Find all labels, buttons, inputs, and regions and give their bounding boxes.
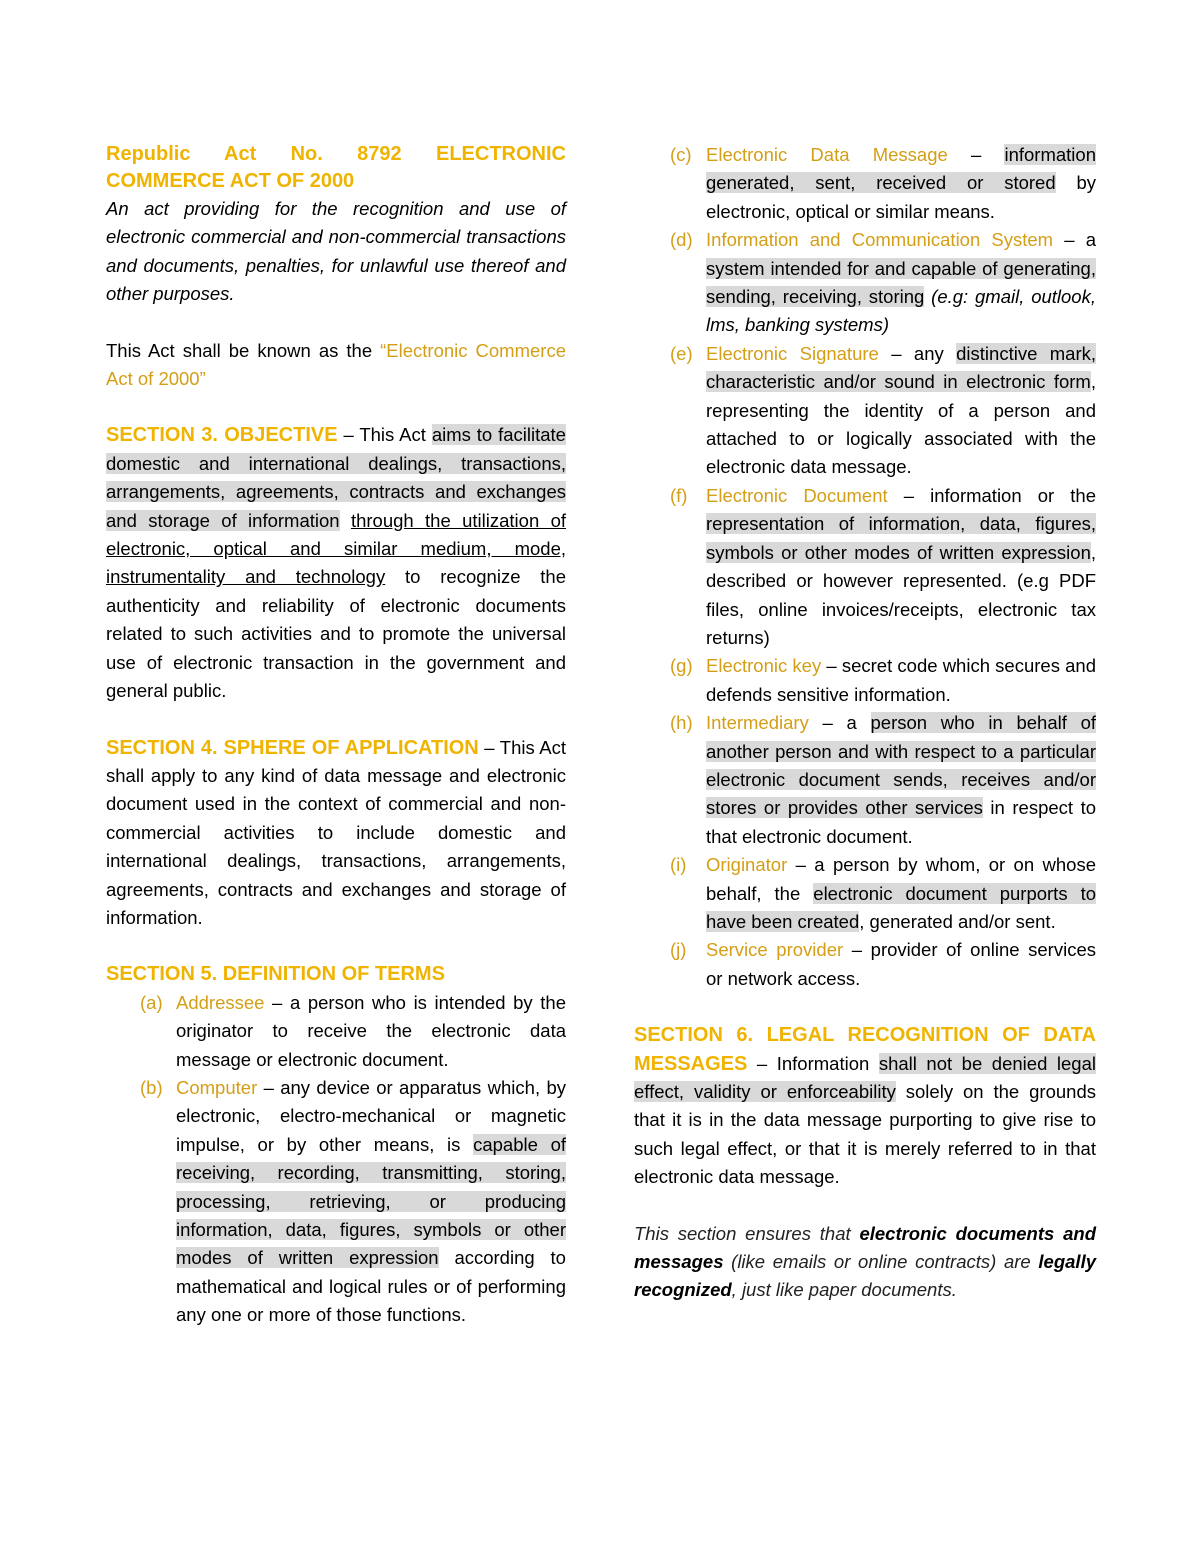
act-short-title <box>106 337 566 394</box>
definition-d-label: (d) <box>670 229 693 251</box>
section-6-dash: – Information <box>747 1052 879 1074</box>
definition-e-label: (e) <box>670 342 693 364</box>
definition-c-dash: – <box>947 144 1005 165</box>
note-bold-2: legally recognized <box>634 1251 1096 1301</box>
definition-d <box>634 226 1096 340</box>
definition-g-label: (g) <box>670 655 693 677</box>
definition-j-label: (j) <box>670 939 687 961</box>
section-4-title: SECTION 4. SPHERE OF APPLICATION <box>106 736 479 759</box>
known-prefix: This Act shall be known as the <box>106 339 381 361</box>
definition-h-highlight: person who in behalf of another person and with respect to a particular electronic document sends, receives and/or stores or provides other services <box>706 712 1097 819</box>
definition-b-term: Computer <box>176 1076 258 1098</box>
definition-f-dash: – information or the <box>887 484 1096 506</box>
definition-f-text: , described or however represented. (e.g PDF files, online invoices/receipts, electronic tax returns) <box>706 541 1096 648</box>
section-6-text: solely on the grounds that it is in the data message purporting to give rise to such legal effect, or that it is merely referred to in that electronic data message. <box>634 1081 1096 1188</box>
section-3-underline: through the utilization of electronic, optical and similar medium, mode, instrumentality and technology <box>106 509 567 588</box>
definition-c-highlight: information generated, sent, received or stored <box>706 144 1096 194</box>
definition-j-term: Service provider <box>706 939 844 961</box>
definition-i-label: (i) <box>670 854 687 876</box>
definition-a <box>106 989 566 1074</box>
definition-h-text: in respect to that electronic document. <box>706 797 1096 847</box>
definition-e-text: , representing the identity of a person and attached to or logically associated with the electronic data message. <box>706 371 1096 478</box>
definition-e-dash: – any <box>878 342 957 364</box>
note-text-1: This section ensures that <box>634 1222 860 1244</box>
definition-d-term: Information and Communication System <box>706 229 1054 251</box>
section-5-title <box>106 960 566 988</box>
note-bold-1: electronic documents and messages <box>634 1222 1096 1273</box>
definition-f-highlight: representation of information, data, figures, symbols or other modes of written expression <box>706 513 1096 563</box>
section-6 <box>634 1021 1096 1191</box>
note-text-2: (like emails or online contracts) are <box>723 1251 1039 1273</box>
definition-f-label: (f) <box>670 484 688 506</box>
definition-i <box>634 851 1096 936</box>
definition-c-label: (c) <box>670 144 692 165</box>
section-3-highlight: aims to facilitate domestic and international dealings, transactions, arrangements, agreements, contracts and exchanges and storage of information <box>106 424 566 531</box>
definition-d-examples: (e.g: gmail, outlook, lms, banking systems) <box>706 286 1096 336</box>
definition-a-text: – a person who is intended by the originator to receive the electronic data message or electronic document. <box>176 991 566 1070</box>
left-column <box>106 141 566 1330</box>
definition-c-text: by electronic, optical or similar means. <box>706 172 1096 222</box>
definition-a-term: Addressee <box>176 991 265 1013</box>
section-3-rest: to recognize the authenticity and reliability of electronic documents related to such activities and to promote the universal use of electronic transaction in the government and general public. <box>106 566 567 702</box>
act-description: An act providing for the recognition and use of electronic commercial and non-commercial transactions and documents, penalties, for unlawful use thereof and other purposes. <box>106 198 566 305</box>
definition-f <box>634 482 1096 652</box>
note-text-3: , just like paper documents. <box>731 1279 957 1301</box>
document-title: Republic Act No. 8792 ELECTRONIC COMMERCE ACT OF 2000 <box>106 143 566 192</box>
section-5-title-text: SECTION 5. DEFINITION OF TERMS <box>106 963 445 986</box>
definition-i-highlight: electronic document purports to have been created <box>706 882 1097 932</box>
definition-e-term: Electronic Signature <box>706 342 879 364</box>
definition-h-label: (h) <box>670 712 693 734</box>
definition-d-highlight: system intended for and capable of generating, sending, receiving, storing <box>706 257 1096 308</box>
definition-b-text-2: according to mathematical and logical rules or of performing any one or more of those functions. <box>176 1247 566 1326</box>
definition-i-text-1: – a person by whom, or on whose behalf, the <box>706 854 1096 904</box>
definition-f-term: Electronic Document <box>706 484 888 506</box>
definition-d-dash: – a <box>1053 229 1096 251</box>
definition-b <box>106 1074 566 1330</box>
definition-g <box>634 652 1096 709</box>
section-3-title: SECTION 3. OBJECTIVE <box>106 424 338 447</box>
section-3 <box>106 421 566 705</box>
definition-h-term: Intermediary <box>706 712 809 734</box>
definition-g-text: – secret code which secures and defends sensitive information. <box>706 655 1096 705</box>
act-name: “Electronic Commerce Act of 2000” <box>106 339 566 390</box>
section-6-note <box>634 1220 1096 1305</box>
definition-h-dash: – a <box>808 712 871 734</box>
section-3-space <box>340 510 351 531</box>
section-6-highlight: shall not be denied legal effect, validity or enforceability <box>634 1052 1096 1102</box>
definition-h <box>634 709 1096 851</box>
definition-j <box>634 936 1096 993</box>
definition-i-text-2: , generated and/or sent. <box>859 910 1056 932</box>
definition-c <box>634 141 1096 226</box>
definition-a-label: (a) <box>140 991 163 1013</box>
definition-g-term: Electronic key <box>706 655 822 677</box>
definition-e <box>634 340 1096 482</box>
definition-b-label: (b) <box>140 1076 163 1098</box>
section-4-text: – This Act shall apply to any kind of data message and electronic document used in the context of commercial and non-commercial activities to include domestic and international dealings, transactions, arrangements, agreements, contracts and exchanges and storage of information. <box>106 736 566 928</box>
right-column <box>634 141 1096 1305</box>
section-3-dash: – This Act <box>337 424 432 446</box>
definition-c-term: Electronic Data Message <box>706 144 948 165</box>
definition-b-highlight: capable of receiving, recording, transmitting, storing, processing, retrieving, or producing information, data, figures, symbols or other modes of written expression <box>176 1133 566 1269</box>
section-4 <box>106 734 566 933</box>
definition-e-highlight: distinctive mark, characteristic and/or sound in electronic form <box>706 342 1096 393</box>
definition-j-text: – provider of online services or network access. <box>706 939 1096 989</box>
section-6-title: SECTION 6. LEGAL RECOGNITION OF DATA MESSAGES <box>634 1024 1096 1075</box>
definition-b-text-1: – any device or apparatus which, by electronic, electro-mechanical or magnetic impulse, or by other means, is <box>176 1076 566 1155</box>
definition-i-term: Originator <box>706 854 788 876</box>
